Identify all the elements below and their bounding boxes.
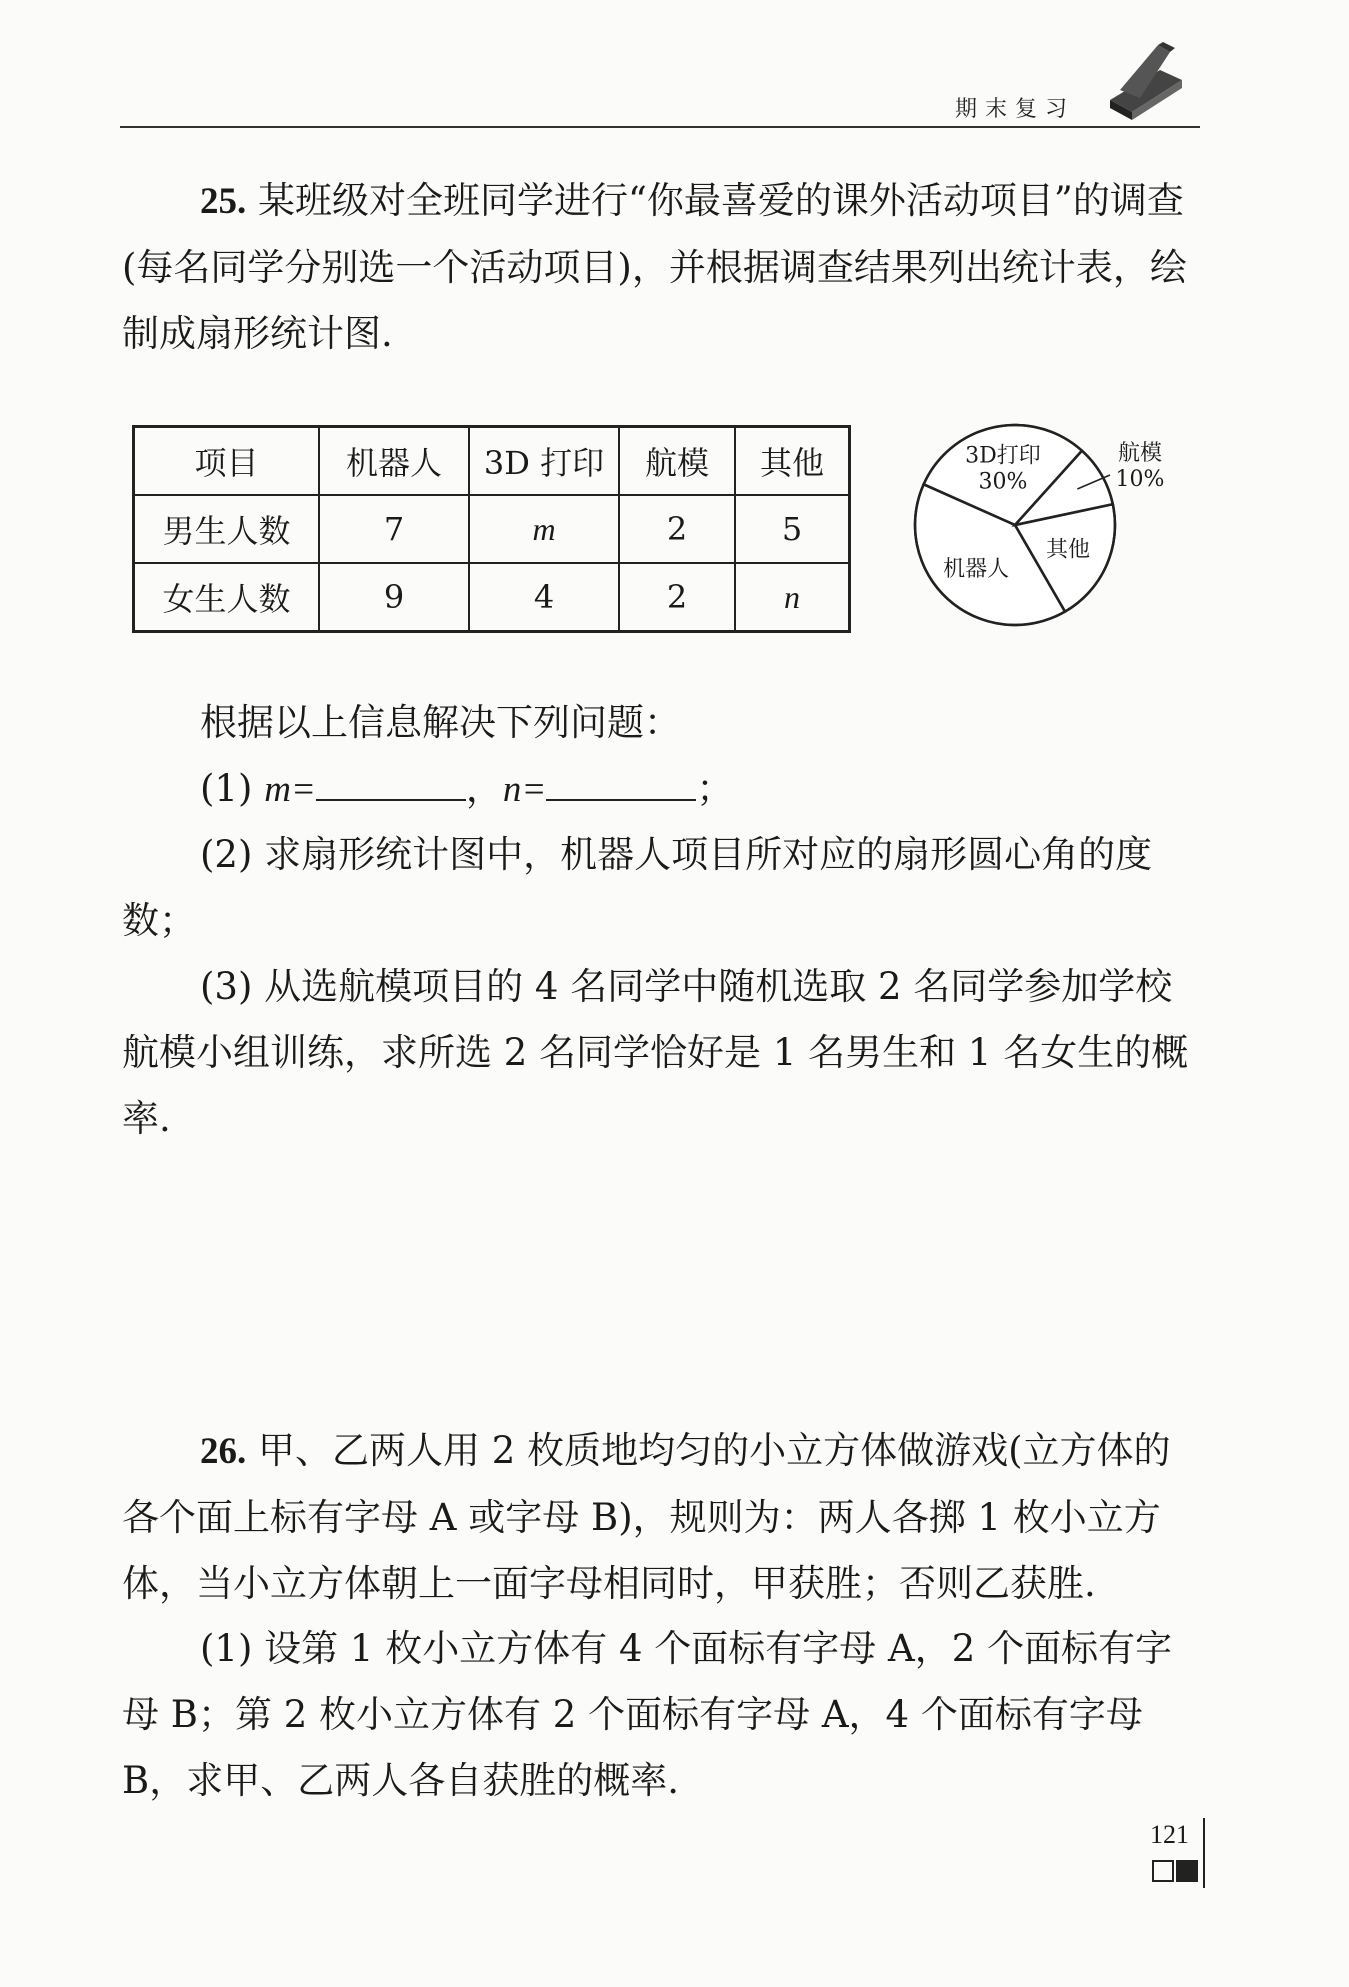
page-bar (1203, 1818, 1205, 1888)
q25-part3: (3) 从选航模项目的 4 名同学中随机选取 2 名同学参加学校航模小组训练，求所选 2 名同学恰好是 1 名男生和 1 名女生的概率. (122, 965, 1189, 1140)
table-cell: m (469, 495, 619, 563)
q26-intro (122, 1418, 1202, 1617)
n-label: n= (502, 769, 547, 810)
table-cell: 男生人数 (134, 495, 320, 563)
q25-part1-label: (1) (200, 767, 253, 810)
table-row (134, 495, 850, 563)
q26-number: 26. (200, 1431, 247, 1472)
filled-square-icon (1176, 1860, 1198, 1882)
q26-intro-text: 甲、乙两人用 2 枚质地均匀的小立方体做游戏(立方体的各个面上标有字母 A 或字母 B)，规则为：两人各掷 1 枚小立方体，当小立方体朝上一面字母相同时，甲获胜；否则乙获胜. (122, 1429, 1171, 1605)
table-cell: 9 (319, 563, 469, 632)
page-header-title: 期末复习 (955, 97, 1076, 122)
pie-chart (905, 410, 1185, 640)
pie-slice-label: 航模 (1117, 441, 1163, 466)
n-answer-blank[interactable] (546, 769, 696, 801)
empty-square-icon (1152, 1860, 1174, 1882)
table-cell: 2 (619, 563, 735, 632)
pie-slice-label: 3D打印 (965, 443, 1041, 469)
page-number: 121 (1150, 1820, 1189, 1849)
table-header-cell: 项目 (134, 427, 320, 496)
q25-part1: (1) m= ，n= ； (200, 767, 734, 810)
pie-slice-label: 机器人 (943, 557, 1010, 583)
header-rule (120, 126, 1200, 128)
m-answer-blank[interactable] (316, 769, 466, 801)
q25-prompt: 根据以上信息解决下列问题： (200, 701, 681, 744)
table-header-cell: 航模 (619, 427, 735, 496)
table-cell: 女生人数 (134, 563, 320, 632)
table-cell: 7 (319, 495, 469, 563)
q25-number: 25. (200, 181, 247, 222)
table-row (134, 563, 850, 632)
pie-slice-label: 其他 (1045, 537, 1090, 563)
table-cell: 4 (469, 563, 619, 632)
m-label: m= (264, 769, 316, 810)
table-header-row (134, 427, 850, 496)
q26-part1: (1) 设第 1 枚小立方体有 4 个面标有字母 A，2 个面标有字母 B；第 2 枚小立方体有 2 个面标有字母 A，4 个面标有字母 B，求甲、乙两人各自获胜的概率. (122, 1627, 1173, 1802)
table-header-cell: 其他 (735, 427, 850, 496)
table-header-cell: 3D 打印 (469, 427, 619, 496)
page-marker (1152, 1860, 1200, 1882)
table-cell: 2 (619, 495, 735, 563)
table-header-cell: 机器人 (319, 427, 469, 496)
pie-slice-value-label: 10% (1115, 467, 1165, 492)
stats-table (132, 425, 851, 633)
q25-intro-text: 某班级对全班同学进行“你最喜爱的课外活动项目”的调查(每名同学分别选一个活动项目)，并根据调查结果列出统计表，绘制成扇形统计图. (122, 179, 1187, 355)
book-icon (1100, 40, 1190, 125)
q25-part2: (2) 求扇形统计图中，机器人项目所对应的扇形圆心角的度数； (122, 833, 1153, 942)
table-cell: n (735, 563, 850, 632)
table-cell: 5 (735, 495, 850, 563)
pie-slice-value-label: 30% (978, 469, 1028, 495)
q25-intro (122, 168, 1202, 367)
